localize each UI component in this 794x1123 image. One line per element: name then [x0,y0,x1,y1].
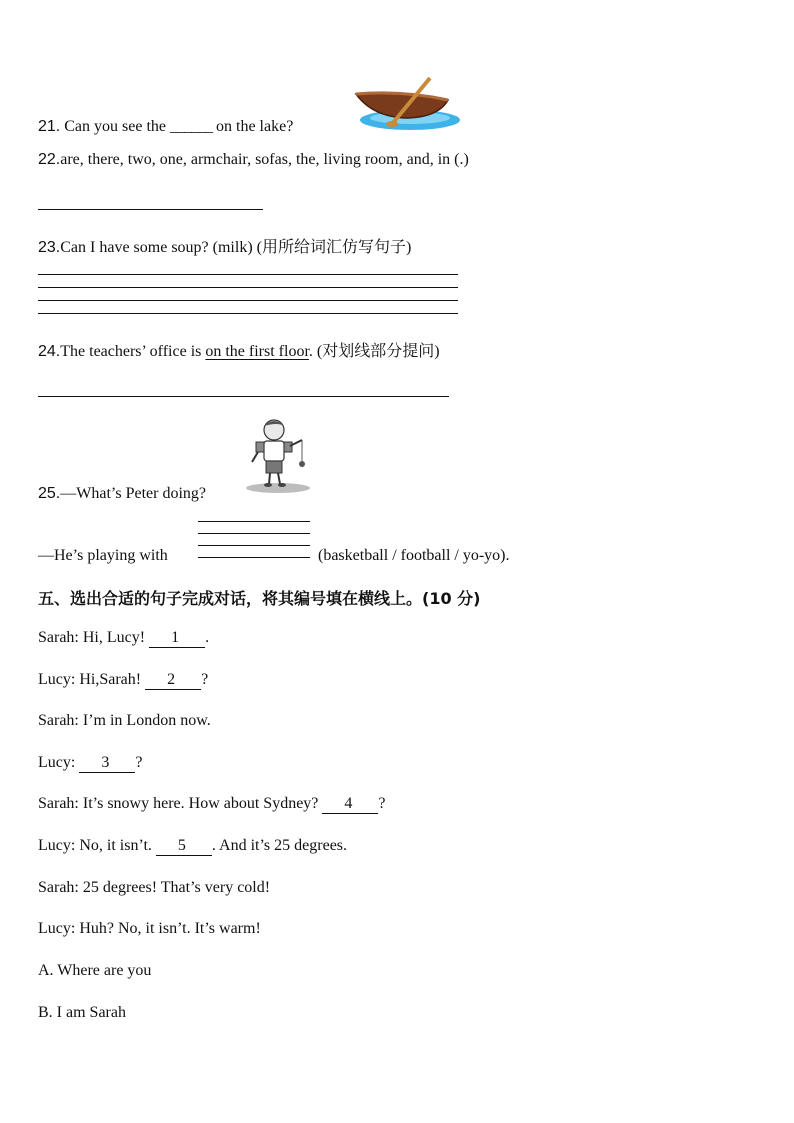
dialogue-line [38,671,208,690]
dialogue-line [38,754,142,773]
section-title: 五、选出合适的句子完成对话，将其编号填在横线上。(10 分) [38,589,481,608]
dialogue-blank[interactable]: 4 [322,795,378,814]
dialogue-blank[interactable]: 1 [149,629,205,648]
question-23 [38,234,411,257]
dialogue-text: . [205,629,210,646]
dialogue-text: ? [201,671,209,688]
answer-line[interactable] [198,557,310,558]
dialogue-text: Lucy: Hi,Sarah! [38,671,146,688]
dialogue-text: Sarah: 25 degrees! That’s very cold! [38,879,271,896]
underlined-phrase: on the first floor [205,343,309,360]
question-number: 21. [38,118,61,135]
choice-option: A. Where are you [38,962,152,979]
dialogue-line [38,629,209,648]
dialogue-text: Sarah: Hi, Lucy! [38,629,150,646]
answer-line[interactable] [198,545,310,546]
question-number: 24. [38,343,61,360]
dialogue-text: Lucy: Huh? No, it isn’t. It’s warm! [38,920,261,937]
answer-line[interactable] [38,274,458,275]
dialogue-line [38,920,261,938]
answer-line[interactable] [38,300,458,301]
rowboat-image [352,74,464,134]
dialogue-text: . And it’s 25 degrees. [211,837,348,854]
question-number: 25. [38,485,61,502]
dialogue-text: Sarah: It’s snowy here. How about Sydney? [38,795,323,812]
question-text: . (对划线部分提问) [308,343,440,360]
answer-options: (basketball / football / yo-yo). [318,547,510,564]
question-25 [38,485,206,503]
answer-blank[interactable]: ______ [170,118,212,135]
dialogue-blank[interactable]: 2 [145,671,201,690]
dialogue-blank[interactable]: 5 [156,837,212,856]
answer-line[interactable] [38,209,263,210]
dialogue-text: Lucy: [38,754,80,771]
question-text: Can you see the [60,118,170,135]
dialogue-blank[interactable]: 3 [79,754,135,773]
answer-prompt: —He’s playing with [38,547,168,564]
answer-line[interactable] [198,521,310,522]
question-text: —What’s Peter doing? [60,485,206,502]
choice-option: B. I am Sarah [38,1004,126,1021]
question-number: 23. [38,239,61,256]
dialogue-line [38,795,386,814]
answer-line[interactable] [38,287,458,288]
answer-line[interactable] [198,533,310,534]
answer-line[interactable] [38,313,458,314]
question-number: 22. [38,151,61,168]
dialogue-line [38,879,270,897]
dialogue-line [38,837,347,856]
question-text: The teachers’ office is [60,343,206,360]
dialogue-text: Lucy: No, it isn’t. [38,837,156,854]
question-text: Can I have some soup? (milk) (用所给词汇仿写句子) [60,239,412,256]
question-text: are, there, two, one, armchair, sofas, the, living room, and, in (.) [60,151,469,168]
dialogue-line [38,712,211,730]
dialogue-text: ? [135,754,143,771]
boy-yoyo-image [244,416,314,496]
question-22 [38,151,469,169]
question-21 [38,118,293,136]
question-24 [38,338,440,361]
question-text: on the lake? [212,118,294,135]
dialogue-text: ? [378,795,386,812]
answer-line[interactable] [38,396,449,397]
dialogue-text: Sarah: I’m in London now. [38,712,211,729]
